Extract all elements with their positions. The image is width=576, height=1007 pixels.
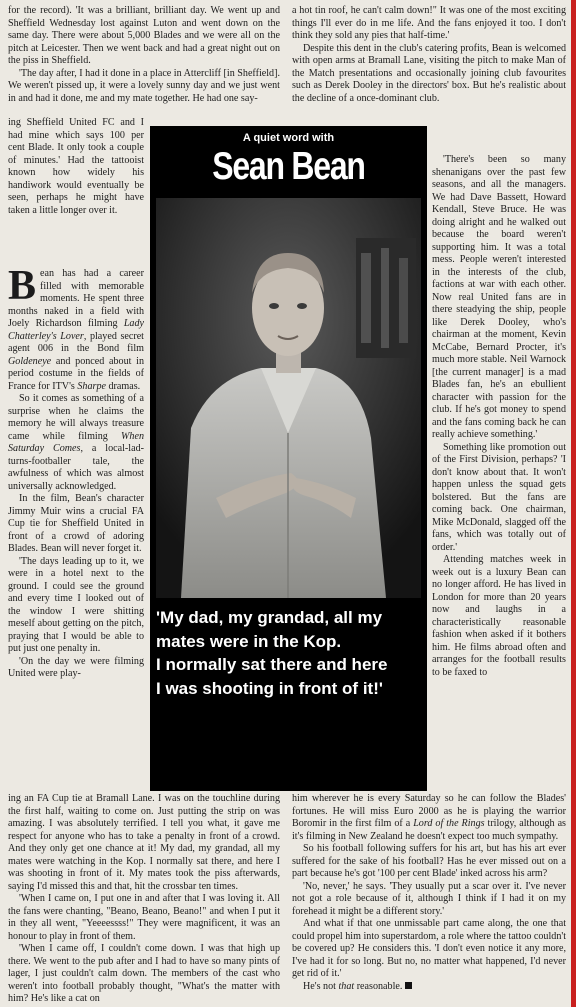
paragraph: Attending matches week in week out is a luxury Bean can no longer afford. He has lived in London for more than 20 years now and laughs in a characteristically reasonable fashion when asked if it bothers him. He films abroad often and arranges for the football results to be faxed to	[432, 554, 566, 678]
paragraph-with-dropcap: Bean has had a career filled with memorable moments. He spent three months naked in a field with Joely Richardson filming Lady Chatterley's Lover, played secret agent 006 in the Bond film Goldeneye and ponced about in period costume in the fields of France for ITV's Sharpe dramas.	[8, 263, 144, 392]
feature-box	[150, 126, 427, 791]
paragraph: 'On the day we were filming United were play-	[8, 655, 144, 679]
pull-quote-line: 'My dad, my grandad, all my	[156, 608, 383, 627]
paragraph: 'When I came off, I couldn't come down. I was that high up there. We went to the pub after and I had to have so many pints of lager, I just couldn't calm down. The members of the cast who weren't into football probably thought, "What's the matter with him? He's like a cat on	[8, 943, 280, 1004]
kicker-title: A quiet word with	[242, 132, 335, 144]
film-title: Lady Chatterley's Lover	[8, 318, 144, 342]
article-column-right-top	[292, 5, 566, 105]
article-column-left-middle	[8, 263, 144, 681]
pull-quote-line: I normally sat there and here	[156, 655, 388, 674]
film-title: Goldeneye	[8, 355, 52, 367]
article-column-right-bottom	[292, 793, 566, 993]
paragraph: 'There's been so many shenanigans over the past few seasons, and all the managers. We had Dave Bassett, Howard Kendall, Steve Bruce. He was doing alright and he walked out because the board weren't supporting him. It was a total mess. People weren't interested in the interests of the club, factions at war with each other. Now real United fans are in there steadying the ship, people like Derek Dooley, who's chairman at the moment, Kevin McCabe, Bernard Procter, it's much more stable. Neil Warnock [the current manager] is a mad Blades fan, he's an ebullient character with passion for the club. If he's got money to spend and the fans coming back he can really achieve something.'	[432, 154, 566, 440]
paragraph: 'When I came on, I put one in and after that I was loving it. All the fans were chanting, "Beano, Beano, Beano!" and when I put it in they all went, "Yeeeessss!" They were magnificent, it was an honour to play in front of them.	[8, 893, 280, 942]
end-of-article-mark	[405, 982, 412, 989]
portrait-photo	[156, 198, 421, 598]
paragraph: him wherever he is every Saturday so he can follow the Blades' fortunes. He will miss Euro 2000 as he is playing the warrior Boromir in the first film of a Lord of the Rings trilogy, although as it's filming in New Zealand he doesn't expect too much sympathy.	[292, 793, 566, 842]
paragraph: Despite this dent in the club's catering profits, Bean is welcomed with open arms at Bramall Lane, visiting the pitch to make Man of the Match presentations and occasionally joining club favourites such as Derek Dooley in the directors' box. But he's realistic about the decline of a once-dominant club.	[292, 42, 566, 104]
pull-quote	[156, 606, 421, 700]
paragraph: for the record). 'It was a brilliant, brilliant day. We went up and Sheffield Wednesday lost against Luton and went down on the same day. There were about 5,000 Blades and we were all on the pitch at Leicester. Then we went back and had a great night out on the piss in Sheffield.	[8, 5, 280, 66]
article-column-left-bottom	[8, 793, 280, 1006]
red-edge-stripe	[571, 0, 576, 1007]
paragraph: 'The days leading up to it, we were in a hotel next to the ground. I could see the ground and every time I looked out of the window I were shitting meself about getting on the pitch, praying that I would be able to put just one penalty in.	[8, 555, 144, 654]
paragraph: He's not that reasonable.	[292, 981, 566, 994]
paragraph: 'No, never,' he says. 'They usually put a scar over it. I've never not got a role because of it, although I think if I had it on my forehead it might be a different story.'	[292, 880, 566, 917]
pull-quote-line: I was shooting in front of it!'	[156, 678, 383, 698]
headline: Sean Bean	[212, 145, 365, 188]
film-title: Lord of the Rings	[413, 818, 485, 829]
film-title: When Saturday Comes	[8, 430, 144, 454]
pull-quote-line: mates were in the Kop.	[156, 631, 342, 651]
paragraph: And what if that one unmissable part came along, the one that could propel him into superstardom, a role where the tattoo couldn't be covered up? He considers this. 'I don't even notice it any more, I've had it for so long. But no, no matter what happened, I'd never get rid of it.'	[292, 918, 566, 979]
paragraph: So it comes as something of a surprise when he claims the memory he will always treasure came while filming When Saturday Comes, a local-lad-turns-footballer tale, the awfulness of which was almost universally acknowledged.	[8, 393, 144, 492]
paragraph: a hot tin roof, he can't calm down!" It was one of the most exciting things I'll ever do in me life. And the fans enjoyed it too. I don't think they sold any pies that half-time.'	[292, 5, 566, 41]
article-column-left-narrow	[8, 117, 144, 217]
drop-cap: B	[8, 263, 37, 309]
paragraph: Something like promotion out of the First Division, perhaps? 'I don't know about that. It won't happen unless the squad gets bolstered. But the fans are coming back. One chairman, Mike McDonald, slagged off the fans, which was totally out of order.'	[432, 441, 566, 553]
emphasis: that	[338, 980, 355, 992]
paragraph: 'The day after, I had it done in a place in Attercliff [in Sheffield]. We weren't pissed up, it were a lovely sunny day and we just went in and had it done, me and my mate together. He had one say-	[8, 67, 280, 104]
film-title: Sharpe	[77, 380, 106, 392]
article-column-left-top	[8, 5, 280, 105]
paragraph: ing Sheffield United FC and I had mine which says 100 per cent Blade. It only took a couple of minutes.' Had the tattooist known how widely his handiwork would eventually be seen, perhaps he might have taken a little longer over it.	[8, 117, 144, 216]
article-column-right-narrow	[432, 154, 566, 679]
paragraph: In the film, Bean's character Jimmy Muir wins a crucial FA Cup tie for Sheffield United in front of a crowd of adoring Blades. Bean will never forget it.	[8, 493, 144, 554]
paragraph: So his football following suffers for his art, but has his art ever suffered for the sake of his football? Has he ever missed out on a part because he's got '100 per cent Blade' inked across his arm?	[292, 843, 566, 879]
paragraph: ing an FA Cup tie at Bramall Lane. I was on the touchline during the first half, waiting to come on. Just putting the strip on was amazing. I was absolutely terrified. I tell you what, it gave me respect for anyone who has to take a penalty in front of a crowd. And they only get one chance at it! My dad, my grandad, all my mates were watching in the Kop. I normally sat there, and here I was shooting in front of it. My mates took the piss afterwards, saying I'd missed this and that, hit the crossbar ten times.	[8, 793, 280, 892]
